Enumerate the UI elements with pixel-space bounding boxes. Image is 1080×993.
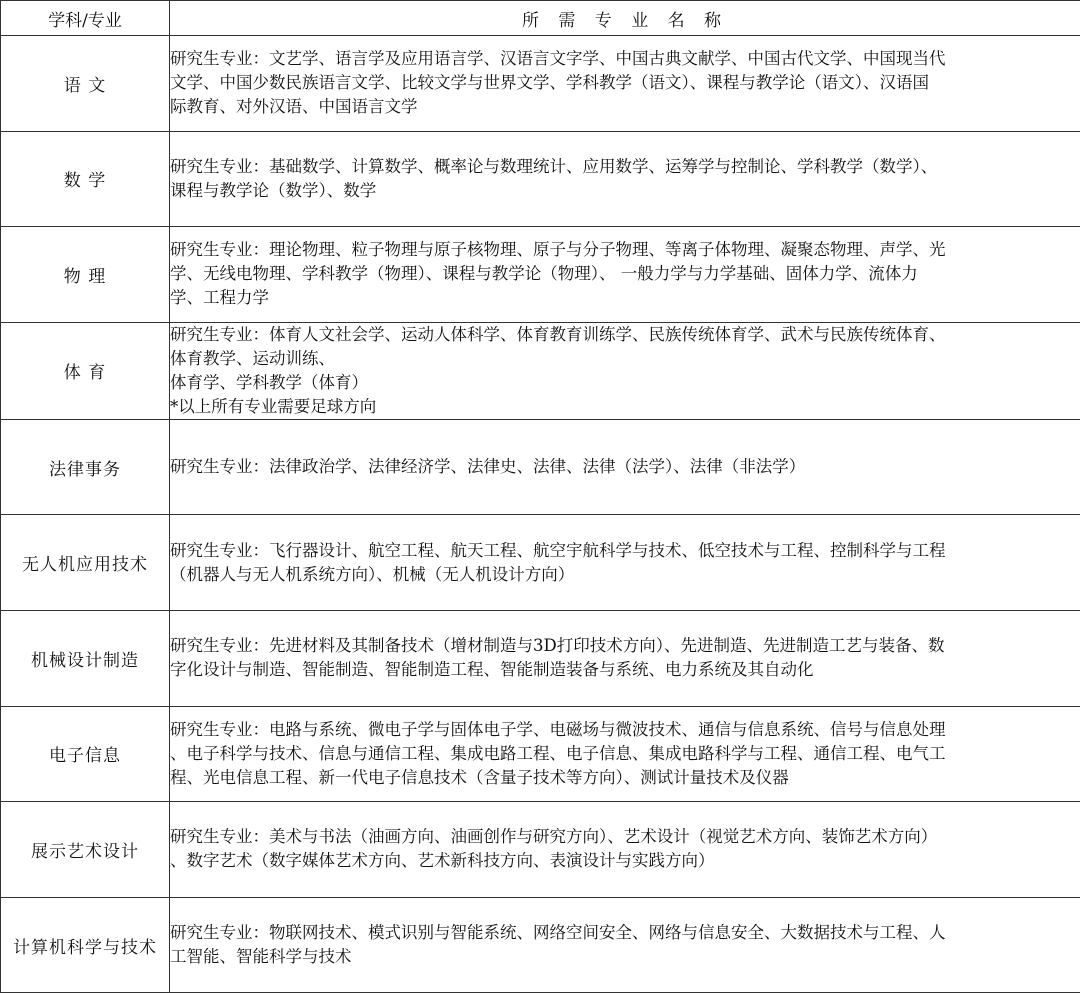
subject-cell: 无人机应用技术 bbox=[1, 515, 170, 611]
table-row bbox=[1, 227, 1080, 323]
table-row bbox=[1, 802, 1080, 898]
requirement-cell bbox=[170, 227, 1080, 323]
requirement-line: 研究生专业：电路与系统、微电子学与固体电子学、电磁场与微波技术、通信与信息系统、信号与信息处理 bbox=[170, 718, 1080, 742]
requirement-line: 研究生专业：物联网技术、模式识别与智能系统、网络空间安全、网络与信息安全、大数据技术与工程、人 bbox=[170, 921, 1080, 945]
table-row bbox=[1, 610, 1080, 706]
subject-cell: 法律事务 bbox=[1, 419, 170, 515]
requirement-line: 体育教学、运动训练、 bbox=[170, 347, 1080, 371]
table-header-row bbox=[1, 1, 1080, 36]
table-row bbox=[1, 515, 1080, 611]
subject-cell: 体 育 bbox=[1, 322, 170, 419]
table-row bbox=[1, 322, 1080, 419]
requirement-line: 学、无线电物理、学科教学（物理）、课程与教学论（物理）、 一般力学与力学基础、固体力学、流体力 bbox=[170, 262, 1080, 286]
table-row bbox=[1, 131, 1080, 227]
requirement-line: 研究生专业：美术与书法（油画方向、油画创作与研究方向）、艺术设计（视觉艺术方向、装饰艺术方向） bbox=[170, 825, 1080, 849]
requirement-cell bbox=[170, 802, 1080, 898]
requirement-cell bbox=[170, 610, 1080, 706]
subject-cell: 机械设计制造 bbox=[1, 610, 170, 706]
requirement-cell bbox=[170, 515, 1080, 611]
requirement-line: 学、工程力学 bbox=[170, 286, 1080, 310]
requirement-line: 研究生专业：基础数学、计算数学、概率论与数理统计、应用数学、运筹学与控制论、学科教学（数学）、 bbox=[170, 155, 1080, 179]
requirement-line: 课程与教学论（数学）、数学 bbox=[170, 179, 1080, 203]
requirement-line: 字化设计与制造、智能制造、智能制造工程、智能制造装备与系统、电力系统及其自动化 bbox=[170, 658, 1080, 682]
requirement-cell bbox=[170, 131, 1080, 227]
table-row bbox=[1, 706, 1080, 802]
table-row bbox=[1, 36, 1080, 132]
requirement-line: 、电子科学与技术、信息与通信工程、集成电路工程、电子信息、集成电路科学与工程、通信工程、电气工 bbox=[170, 742, 1080, 766]
requirement-cell bbox=[170, 419, 1080, 515]
table-row bbox=[1, 419, 1080, 515]
requirement-line: 际教育、对外汉语、中国语言文学 bbox=[170, 95, 1080, 119]
subject-cell: 展示艺术设计 bbox=[1, 802, 170, 898]
header-requirement: 所 需 专 业 名 称 bbox=[170, 1, 1080, 36]
requirement-line: 、数字艺术（数字媒体艺术方向、艺术新科技方向、表演设计与实践方向） bbox=[170, 849, 1080, 873]
requirement-line: 研究生专业：理论物理、粒子物理与原子核物理、原子与分子物理、等离子体物理、凝聚态物理、声学、光 bbox=[170, 238, 1080, 262]
subject-cell: 电子信息 bbox=[1, 706, 170, 802]
subject-cell: 计算机科学与技术 bbox=[1, 897, 170, 993]
table-row bbox=[1, 897, 1080, 993]
header-subject: 学科/专业 bbox=[1, 1, 170, 36]
requirement-line: 程、光电信息工程、新一代电子信息技术（含量子技术等方向）、测试计量技术及仪器 bbox=[170, 766, 1080, 790]
subject-cell: 语 文 bbox=[1, 36, 170, 132]
requirement-line: （机器人与无人机系统方向）、机械（无人机设计方向） bbox=[170, 563, 1080, 587]
requirement-line: 研究生专业：文艺学、语言学及应用语言学、汉语言文字学、中国古典文献学、中国古代文学、中国现当代 bbox=[170, 47, 1080, 71]
requirement-line: 研究生专业：体育人文社会学、运动人体科学、体育教育训练学、民族传统体育学、武术与民族传统体育、 bbox=[170, 323, 1080, 347]
requirement-note: *以上所有专业需要足球方向 bbox=[170, 395, 1080, 419]
requirement-line: 体育学、学科教学（体育） bbox=[170, 371, 1080, 395]
requirement-line: 研究生专业：先进材料及其制备技术（增材制造与3D打印技术方向）、先进制造、先进制造工艺与装备、数 bbox=[170, 634, 1080, 658]
requirement-cell bbox=[170, 322, 1080, 419]
requirement-line: 文学、中国少数民族语言文学、比较文学与世界文学、学科教学（语文）、课程与教学论（语文）、汉语国 bbox=[170, 71, 1080, 95]
requirement-line: 工智能、智能科学与技术 bbox=[170, 945, 1080, 969]
requirement-cell bbox=[170, 897, 1080, 993]
requirement-cell bbox=[170, 36, 1080, 132]
requirement-line: 研究生专业：法律政治学、法律经济学、法律史、法律、法律（法学）、法律（非法学） bbox=[170, 455, 1080, 479]
requirement-cell bbox=[170, 706, 1080, 802]
subject-cell: 物 理 bbox=[1, 227, 170, 323]
subject-cell: 数 学 bbox=[1, 131, 170, 227]
requirement-line: 研究生专业：飞行器设计、航空工程、航天工程、航空宇航科学与技术、低空技术与工程、控制科学与工程 bbox=[170, 539, 1080, 563]
